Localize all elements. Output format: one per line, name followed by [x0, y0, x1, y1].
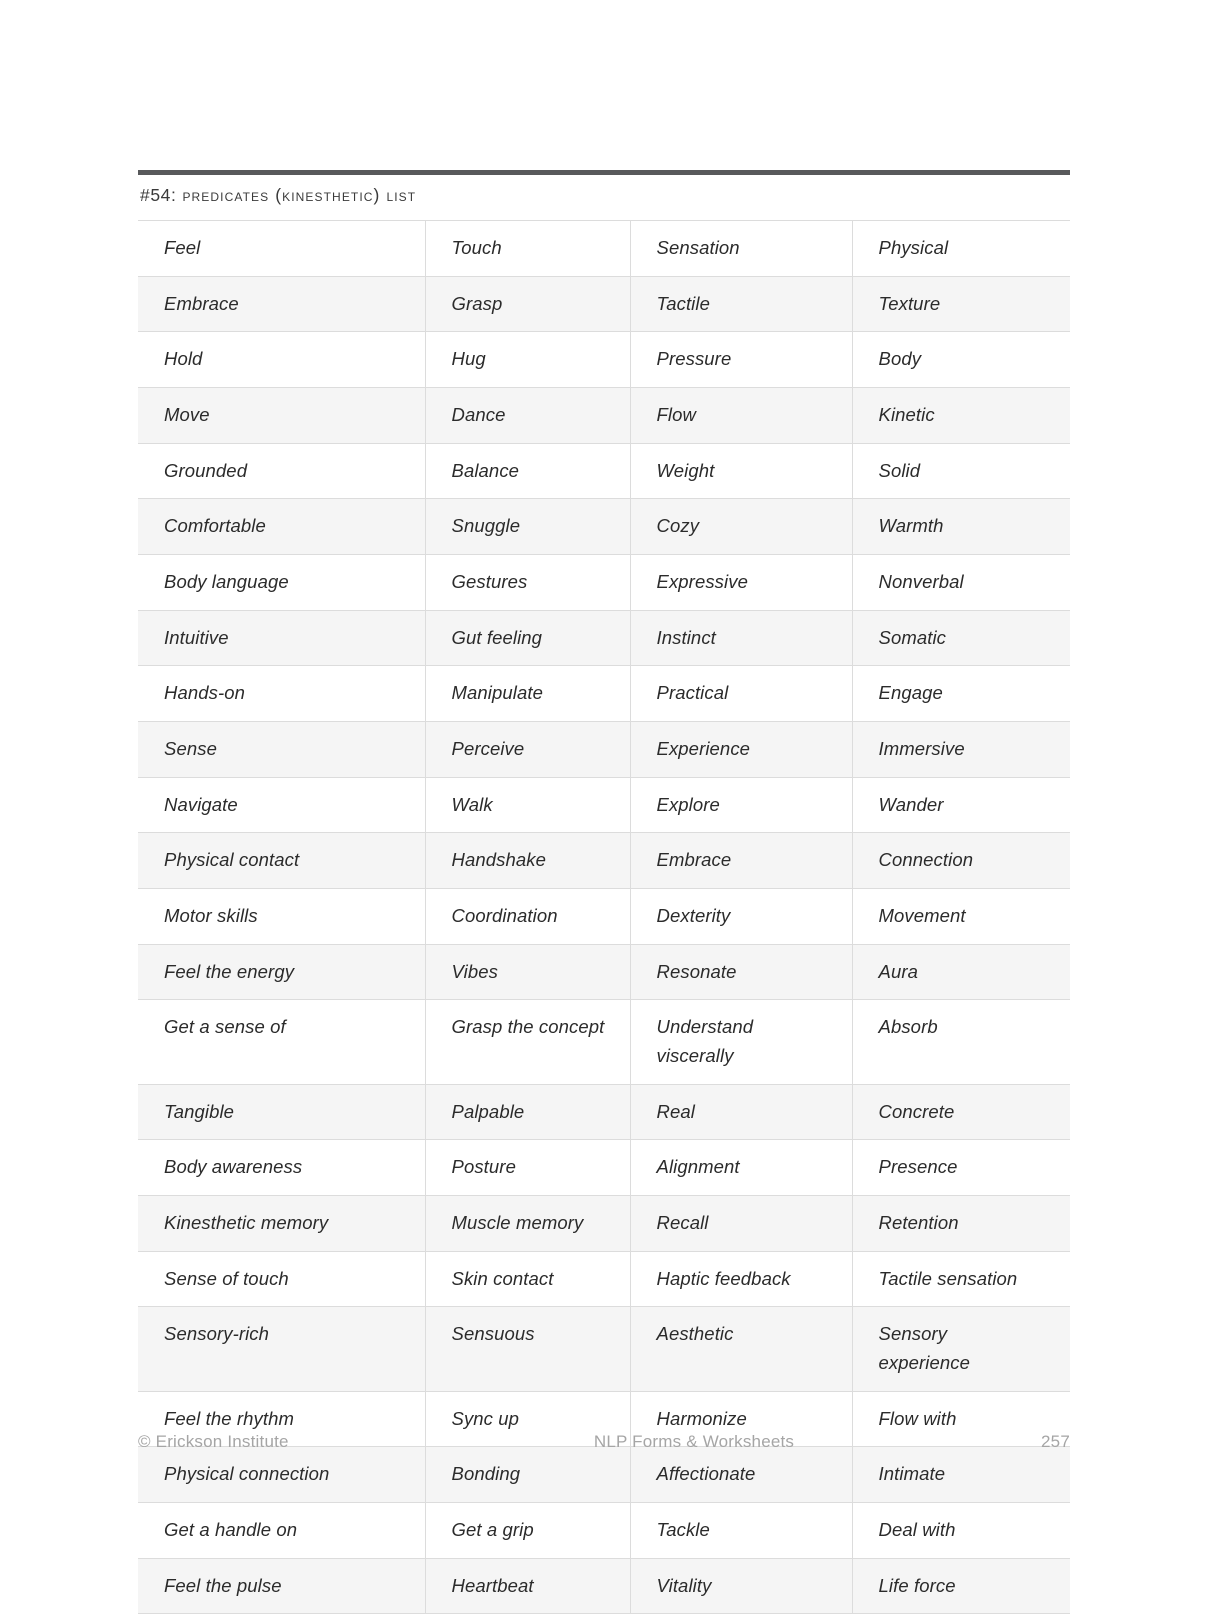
table-cell: Feel the pulse — [138, 1558, 425, 1614]
table-cell: Understand viscerally — [630, 1000, 852, 1084]
table-row — [138, 221, 1070, 277]
table-cell: Sensory-rich — [138, 1307, 425, 1391]
table-cell: Body language — [138, 555, 425, 611]
table-cell: Get a grip — [425, 1503, 630, 1559]
footer-title: NLP Forms & Worksheets — [593, 1432, 795, 1451]
table-cell: Intimate — [852, 1447, 1070, 1503]
table-cell: Grounded — [138, 443, 425, 499]
table-cell: Bonding — [425, 1447, 630, 1503]
table-cell: Practical — [630, 666, 852, 722]
table-cell: Retention — [852, 1196, 1070, 1252]
table-row — [138, 1140, 1070, 1196]
table-cell: Manipulate — [425, 666, 630, 722]
page-footer — [138, 1432, 1070, 1452]
table-cell: Aura — [852, 944, 1070, 1000]
table-cell: Vibes — [425, 944, 630, 1000]
predicates-table — [138, 220, 1070, 1614]
table-row — [138, 1084, 1070, 1140]
page-title — [140, 185, 1070, 206]
table-cell: Coordination — [425, 889, 630, 945]
table-cell: Walk — [425, 777, 630, 833]
predicates-table-body — [138, 221, 1070, 1614]
table-cell: Wander — [852, 777, 1070, 833]
table-cell: Gut feeling — [425, 610, 630, 666]
table-cell: Cozy — [630, 499, 852, 555]
table-row — [138, 555, 1070, 611]
table-row — [138, 777, 1070, 833]
table-cell: Sensory experience — [852, 1307, 1070, 1391]
table-cell: Movement — [852, 889, 1070, 945]
table-cell: Weight — [630, 443, 852, 499]
table-cell: Hold — [138, 332, 425, 388]
table-cell: Hug — [425, 332, 630, 388]
table-cell: Comfortable — [138, 499, 425, 555]
table-cell: Body — [852, 332, 1070, 388]
table-cell: Motor skills — [138, 889, 425, 945]
table-row — [138, 666, 1070, 722]
table-cell: Dance — [425, 388, 630, 444]
page-title-text: predicates (kinesthetic) list — [182, 185, 417, 205]
table-cell: Snuggle — [425, 499, 630, 555]
table-cell: Sense of touch — [138, 1251, 425, 1307]
table-cell: Kinesthetic memory — [138, 1196, 425, 1252]
table-cell: Instinct — [630, 610, 852, 666]
table-cell: Touch — [425, 221, 630, 277]
table-cell: Pressure — [630, 332, 852, 388]
table-cell: Posture — [425, 1140, 630, 1196]
table-cell: Tactile — [630, 276, 852, 332]
table-cell: Connection — [852, 833, 1070, 889]
table-cell: Body awareness — [138, 1140, 425, 1196]
table-row — [138, 499, 1070, 555]
table-cell: Tactile sensation — [852, 1251, 1070, 1307]
table-cell: Embrace — [138, 276, 425, 332]
table-cell: Vitality — [630, 1558, 852, 1614]
table-cell: Embrace — [630, 833, 852, 889]
table-row — [138, 1000, 1070, 1084]
table-cell: Physical connection — [138, 1447, 425, 1503]
header-rule — [138, 170, 1070, 175]
table-cell: Somatic — [852, 610, 1070, 666]
table-cell: Hands-on — [138, 666, 425, 722]
table-cell: Gestures — [425, 555, 630, 611]
table-cell: Expressive — [630, 555, 852, 611]
table-cell: Flow with — [852, 1391, 1070, 1447]
page-title-number: #54: — [140, 185, 177, 205]
table-cell: Life force — [852, 1558, 1070, 1614]
table-cell: Concrete — [852, 1084, 1070, 1140]
table-cell: Sync up — [425, 1391, 630, 1447]
table-row — [138, 889, 1070, 945]
table-cell: Flow — [630, 388, 852, 444]
table-cell: Texture — [852, 276, 1070, 332]
table-cell: Get a sense of — [138, 1000, 425, 1084]
table-cell: Sensation — [630, 221, 852, 277]
table-cell: Presence — [852, 1140, 1070, 1196]
table-cell: Dexterity — [630, 889, 852, 945]
table-row — [138, 1251, 1070, 1307]
table-cell: Feel the energy — [138, 944, 425, 1000]
footer-page-number: 257 — [1041, 1432, 1070, 1451]
table-cell: Handshake — [425, 833, 630, 889]
table-row — [138, 722, 1070, 778]
table-cell: Move — [138, 388, 425, 444]
table-cell: Immersive — [852, 722, 1070, 778]
table-row — [138, 1558, 1070, 1614]
table-cell: Kinetic — [852, 388, 1070, 444]
table-cell: Skin contact — [425, 1251, 630, 1307]
table-cell: Aesthetic — [630, 1307, 852, 1391]
table-row — [138, 610, 1070, 666]
table-cell: Nonverbal — [852, 555, 1070, 611]
table-cell: Real — [630, 1084, 852, 1140]
table-row — [138, 1503, 1070, 1559]
table-row — [138, 1307, 1070, 1391]
table-cell: Balance — [425, 443, 630, 499]
table-cell: Get a handle on — [138, 1503, 425, 1559]
footer-copyright: © Erickson Institute — [138, 1432, 289, 1451]
table-cell: Engage — [852, 666, 1070, 722]
table-cell: Affectionate — [630, 1447, 852, 1503]
table-cell: Muscle memory — [425, 1196, 630, 1252]
table-row — [138, 443, 1070, 499]
table-row — [138, 388, 1070, 444]
table-row — [138, 1196, 1070, 1252]
table-row — [138, 833, 1070, 889]
table-cell: Navigate — [138, 777, 425, 833]
table-cell: Perceive — [425, 722, 630, 778]
table-cell: Intuitive — [138, 610, 425, 666]
page-content — [138, 170, 1070, 1614]
table-cell: Resonate — [630, 944, 852, 1000]
table-cell: Explore — [630, 777, 852, 833]
table-cell: Grasp — [425, 276, 630, 332]
table-cell: Recall — [630, 1196, 852, 1252]
table-cell: Deal with — [852, 1503, 1070, 1559]
table-cell: Physical contact — [138, 833, 425, 889]
table-cell: Physical — [852, 221, 1070, 277]
table-cell: Grasp the concept — [425, 1000, 630, 1084]
table-cell: Sensuous — [425, 1307, 630, 1391]
table-cell: Alignment — [630, 1140, 852, 1196]
table-cell: Warmth — [852, 499, 1070, 555]
table-cell: Haptic feedback — [630, 1251, 852, 1307]
table-cell: Solid — [852, 443, 1070, 499]
table-row — [138, 276, 1070, 332]
table-cell: Absorb — [852, 1000, 1070, 1084]
table-cell: Harmonize — [630, 1391, 852, 1447]
table-cell: Tackle — [630, 1503, 852, 1559]
table-cell: Feel the rhythm — [138, 1391, 425, 1447]
table-cell: Heartbeat — [425, 1558, 630, 1614]
table-row — [138, 1447, 1070, 1503]
table-cell: Feel — [138, 221, 425, 277]
table-cell: Palpable — [425, 1084, 630, 1140]
table-row — [138, 332, 1070, 388]
table-cell: Sense — [138, 722, 425, 778]
table-cell: Tangible — [138, 1084, 425, 1140]
table-row — [138, 944, 1070, 1000]
table-cell: Experience — [630, 722, 852, 778]
